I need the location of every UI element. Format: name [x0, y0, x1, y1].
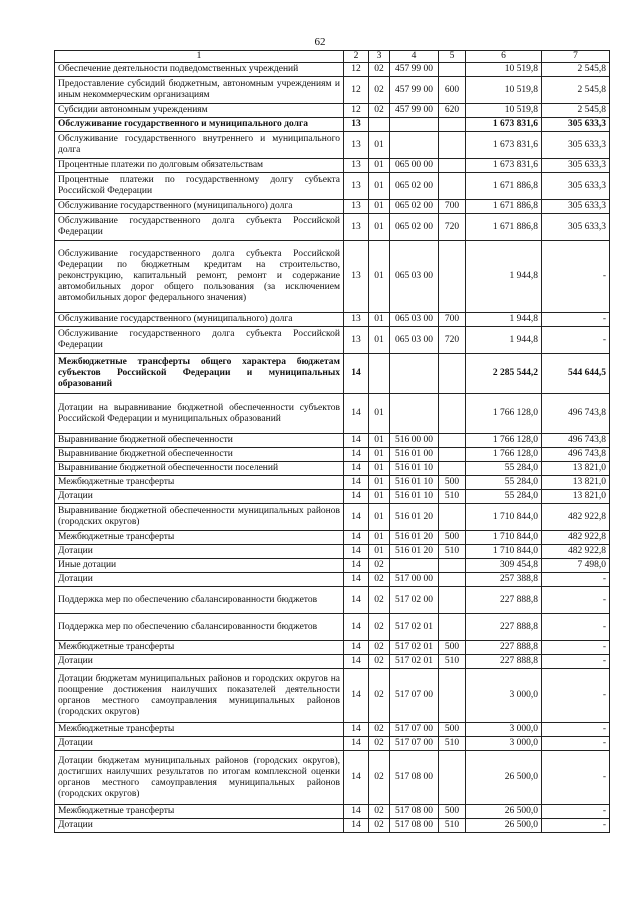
row-amount-col7: - — [542, 313, 610, 327]
row-amount-col7: - — [542, 723, 610, 737]
row-subsection: 02 — [369, 723, 390, 737]
table-row — [55, 819, 610, 833]
row-name: Дотации — [55, 737, 344, 751]
table-row — [55, 173, 610, 200]
row-target-article — [390, 118, 439, 132]
row-amount-col7: 2 545,8 — [542, 63, 610, 77]
row-expense-type — [439, 614, 466, 641]
row-amount-col6: 227 888,8 — [466, 655, 542, 669]
row-subsection: 01 — [369, 173, 390, 200]
table-row — [55, 434, 610, 448]
row-amount-col7: - — [542, 819, 610, 833]
row-name: Дотации бюджетам муниципальных районов (городских округов), достигших наилучших результатов по итогам комплексной оценки органов местного самоуправления муниципальных районов (городских округов) — [55, 751, 344, 805]
row-target-article: 516 01 20 — [390, 531, 439, 545]
table-row — [55, 241, 610, 313]
row-amount-col6: 1 673 831,6 — [466, 132, 542, 159]
row-target-article — [390, 559, 439, 573]
row-expense-type: 720 — [439, 214, 466, 241]
row-name: Обслуживание государственного внутреннего и муниципального долга — [55, 132, 344, 159]
row-amount-col7: - — [542, 587, 610, 614]
row-subsection: 02 — [369, 819, 390, 833]
table-row — [55, 354, 610, 394]
row-target-article: 517 07 00 — [390, 669, 439, 723]
row-target-article: 517 08 00 — [390, 751, 439, 805]
row-target-article: 457 99 00 — [390, 77, 439, 104]
row-subsection: 01 — [369, 327, 390, 354]
row-subsection: 01 — [369, 490, 390, 504]
row-target-article: 517 00 00 — [390, 573, 439, 587]
row-expense-type: 720 — [439, 327, 466, 354]
row-name: Межбюджетные трансферты — [55, 723, 344, 737]
row-target-article: 457 99 00 — [390, 104, 439, 118]
row-section: 13 — [344, 214, 369, 241]
row-amount-col6: 309 454,8 — [466, 559, 542, 573]
row-expense-type — [439, 669, 466, 723]
row-amount-col7: 13 821,0 — [542, 490, 610, 504]
row-expense-type: 510 — [439, 490, 466, 504]
row-section: 14 — [344, 819, 369, 833]
row-name: Межбюджетные трансферты — [55, 805, 344, 819]
row-name: Выравнивание бюджетной обеспеченности — [55, 448, 344, 462]
row-amount-col6: 26 500,0 — [466, 805, 542, 819]
table-row — [55, 462, 610, 476]
row-section: 14 — [344, 559, 369, 573]
row-expense-type: 700 — [439, 313, 466, 327]
header-cell: 3 — [369, 51, 390, 63]
row-amount-col6: 55 284,0 — [466, 490, 542, 504]
row-subsection: 02 — [369, 559, 390, 573]
row-subsection: 01 — [369, 476, 390, 490]
row-subsection: 01 — [369, 214, 390, 241]
table-row — [55, 394, 610, 434]
row-expense-type: 620 — [439, 104, 466, 118]
row-name: Межбюджетные трансферты общего характера бюджетам субъектов Российской Федерации и муниципальных образований — [55, 354, 344, 394]
header-cell: 5 — [439, 51, 466, 63]
row-amount-col7: 496 743,8 — [542, 394, 610, 434]
table-row — [55, 214, 610, 241]
row-amount-col7: 482 922,8 — [542, 545, 610, 559]
row-amount-col7: - — [542, 241, 610, 313]
row-amount-col6: 227 888,8 — [466, 641, 542, 655]
row-expense-type: 500 — [439, 723, 466, 737]
row-amount-col7: - — [542, 655, 610, 669]
header-cell: 7 — [542, 51, 610, 63]
row-target-article: 457 99 00 — [390, 63, 439, 77]
row-subsection: 02 — [369, 63, 390, 77]
table-row — [55, 327, 610, 354]
row-name: Обслуживание государственного (муниципального) долга — [55, 313, 344, 327]
row-subsection: 01 — [369, 434, 390, 448]
row-section: 14 — [344, 434, 369, 448]
row-target-article: 065 00 00 — [390, 159, 439, 173]
row-amount-col7: - — [542, 573, 610, 587]
row-target-article: 517 08 00 — [390, 819, 439, 833]
row-amount-col7: - — [542, 614, 610, 641]
row-expense-type: 600 — [439, 77, 466, 104]
row-amount-col6: 227 888,8 — [466, 614, 542, 641]
row-section: 13 — [344, 118, 369, 132]
table-row — [55, 545, 610, 559]
row-section: 14 — [344, 354, 369, 394]
row-section: 13 — [344, 173, 369, 200]
table-row — [55, 737, 610, 751]
row-subsection: 01 — [369, 159, 390, 173]
row-expense-type — [439, 173, 466, 200]
row-name: Выравнивание бюджетной обеспеченности муниципальных районов (городских округов) — [55, 504, 344, 531]
row-expense-type — [439, 132, 466, 159]
row-section: 12 — [344, 77, 369, 104]
row-target-article: 065 03 00 — [390, 327, 439, 354]
row-name: Процентные платежи по государственному долгу субъекта Российской Федерации — [55, 173, 344, 200]
row-expense-type — [439, 63, 466, 77]
table-row — [55, 805, 610, 819]
row-expense-type — [439, 462, 466, 476]
row-name: Процентные платежи по долговым обязательствам — [55, 159, 344, 173]
row-section: 14 — [344, 805, 369, 819]
row-amount-col7: 305 633,3 — [542, 200, 610, 214]
table-body — [55, 63, 610, 833]
row-amount-col6: 1 710 844,0 — [466, 531, 542, 545]
header-cell: 4 — [390, 51, 439, 63]
row-section: 14 — [344, 737, 369, 751]
row-section: 13 — [344, 132, 369, 159]
row-subsection: 01 — [369, 448, 390, 462]
row-subsection: 01 — [369, 504, 390, 531]
table-row — [55, 614, 610, 641]
table-row — [55, 159, 610, 173]
row-amount-col6: 26 500,0 — [466, 751, 542, 805]
row-amount-col7: 2 545,8 — [542, 77, 610, 104]
header-cell: 2 — [344, 51, 369, 63]
row-amount-col7: - — [542, 641, 610, 655]
table-row — [55, 104, 610, 118]
row-subsection: 02 — [369, 587, 390, 614]
row-section: 14 — [344, 655, 369, 669]
row-section: 13 — [344, 327, 369, 354]
row-section: 13 — [344, 159, 369, 173]
row-amount-col6: 1 766 128,0 — [466, 434, 542, 448]
row-target-article: 517 07 00 — [390, 723, 439, 737]
row-subsection: 01 — [369, 545, 390, 559]
row-section: 14 — [344, 531, 369, 545]
row-subsection: 02 — [369, 104, 390, 118]
row-amount-col6: 1 671 886,8 — [466, 214, 542, 241]
row-amount-col7: 305 633,3 — [542, 173, 610, 200]
row-subsection: 02 — [369, 614, 390, 641]
row-target-article: 065 02 00 — [390, 173, 439, 200]
row-subsection: 02 — [369, 655, 390, 669]
header-cell: 1 — [55, 51, 344, 63]
row-name: Предоставление субсидий бюджетным, автономным учреждениям и иным некоммерческим организациям — [55, 77, 344, 104]
row-expense-type: 500 — [439, 641, 466, 655]
row-amount-col7: - — [542, 327, 610, 354]
row-amount-col6: 1 710 844,0 — [466, 504, 542, 531]
row-section: 14 — [344, 462, 369, 476]
row-expense-type — [439, 751, 466, 805]
row-name: Межбюджетные трансферты — [55, 531, 344, 545]
row-expense-type — [439, 573, 466, 587]
table-row — [55, 669, 610, 723]
row-name: Дотации — [55, 819, 344, 833]
row-section: 13 — [344, 200, 369, 214]
row-amount-col7: 2 545,8 — [542, 104, 610, 118]
row-amount-col7: - — [542, 669, 610, 723]
row-name: Дотации — [55, 545, 344, 559]
row-target-article: 065 02 00 — [390, 200, 439, 214]
row-section: 14 — [344, 573, 369, 587]
table-row — [55, 751, 610, 805]
row-target-article: 517 02 01 — [390, 641, 439, 655]
row-expense-type: 510 — [439, 655, 466, 669]
row-amount-col6: 55 284,0 — [466, 476, 542, 490]
row-amount-col6: 1 766 128,0 — [466, 394, 542, 434]
table-row — [55, 531, 610, 545]
row-amount-col7: - — [542, 751, 610, 805]
row-expense-type: 500 — [439, 476, 466, 490]
table-row — [55, 313, 610, 327]
row-amount-col6: 1 944,8 — [466, 241, 542, 313]
row-target-article: 516 01 10 — [390, 462, 439, 476]
row-amount-col6: 26 500,0 — [466, 819, 542, 833]
row-section: 14 — [344, 490, 369, 504]
row-expense-type — [439, 559, 466, 573]
table-row — [55, 504, 610, 531]
row-subsection — [369, 354, 390, 394]
row-amount-col6: 1 673 831,6 — [466, 118, 542, 132]
row-section: 14 — [344, 394, 369, 434]
row-amount-col6: 3 000,0 — [466, 737, 542, 751]
table-row — [55, 77, 610, 104]
row-name: Обслуживание государственного долга субъекта Российской Федерации — [55, 327, 344, 354]
row-expense-type: 510 — [439, 545, 466, 559]
row-name: Межбюджетные трансферты — [55, 641, 344, 655]
row-name: Обслуживание государственного долга субъекта Российской Федерации по бюджетным кредитам на строительство, реконструкцию, капитальный ремонт, ремонт и содержание автомобильных дорог общего пользования (за исключением автомобильных дорог федерального значения) — [55, 241, 344, 313]
row-section: 12 — [344, 104, 369, 118]
row-target-article — [390, 354, 439, 394]
table-row — [55, 132, 610, 159]
row-target-article: 065 03 00 — [390, 241, 439, 313]
row-name: Поддержка мер по обеспечению сбалансированности бюджетов — [55, 614, 344, 641]
row-subsection: 01 — [369, 313, 390, 327]
row-expense-type: 500 — [439, 531, 466, 545]
row-subsection — [369, 118, 390, 132]
row-section: 14 — [344, 545, 369, 559]
row-amount-col6: 227 888,8 — [466, 587, 542, 614]
row-target-article: 065 02 00 — [390, 214, 439, 241]
row-expense-type: 500 — [439, 805, 466, 819]
row-target-article: 516 00 00 — [390, 434, 439, 448]
row-section: 14 — [344, 587, 369, 614]
row-name: Дотации — [55, 490, 344, 504]
row-amount-col6: 55 284,0 — [466, 462, 542, 476]
table-row — [55, 490, 610, 504]
row-amount-col7: 7 498,0 — [542, 559, 610, 573]
row-subsection: 02 — [369, 737, 390, 751]
table-row — [55, 200, 610, 214]
row-expense-type: 700 — [439, 200, 466, 214]
row-expense-type — [439, 434, 466, 448]
table-row — [55, 641, 610, 655]
row-amount-col6: 10 519,8 — [466, 77, 542, 104]
table-row — [55, 559, 610, 573]
row-expense-type — [439, 448, 466, 462]
row-amount-col7: 305 633,3 — [542, 132, 610, 159]
row-subsection: 02 — [369, 805, 390, 819]
row-name: Обеспечение деятельности подведомственных учреждений — [55, 63, 344, 77]
table-row — [55, 63, 610, 77]
row-target-article: 517 02 01 — [390, 655, 439, 669]
row-expense-type — [439, 241, 466, 313]
row-target-article: 516 01 10 — [390, 476, 439, 490]
row-subsection: 01 — [369, 394, 390, 434]
row-section: 13 — [344, 241, 369, 313]
row-expense-type: 510 — [439, 819, 466, 833]
row-amount-col7: 544 644,5 — [542, 354, 610, 394]
row-section: 14 — [344, 751, 369, 805]
row-subsection: 02 — [369, 641, 390, 655]
table-row — [55, 587, 610, 614]
table-row — [55, 476, 610, 490]
row-target-article: 517 08 00 — [390, 805, 439, 819]
row-target-article: 516 01 10 — [390, 490, 439, 504]
row-target-article — [390, 132, 439, 159]
row-subsection: 01 — [369, 241, 390, 313]
row-amount-col6: 3 000,0 — [466, 669, 542, 723]
row-name: Поддержка мер по обеспечению сбалансированности бюджетов — [55, 587, 344, 614]
row-name: Обслуживание государственного и муниципального долга — [55, 118, 344, 132]
row-amount-col7: 496 743,8 — [542, 434, 610, 448]
row-section: 14 — [344, 723, 369, 737]
row-name: Выравнивание бюджетной обеспеченности поселений — [55, 462, 344, 476]
row-amount-col7: 305 633,3 — [542, 214, 610, 241]
row-expense-type — [439, 118, 466, 132]
row-amount-col6: 3 000,0 — [466, 723, 542, 737]
row-amount-col7: 305 633,3 — [542, 159, 610, 173]
row-target-article — [390, 394, 439, 434]
row-section: 14 — [344, 614, 369, 641]
row-amount-col6: 1 673 831,6 — [466, 159, 542, 173]
row-name: Дотации — [55, 655, 344, 669]
row-amount-col6: 1 944,8 — [466, 327, 542, 354]
row-name: Субсидии автономным учреждениям — [55, 104, 344, 118]
row-expense-type — [439, 587, 466, 614]
row-section: 14 — [344, 641, 369, 655]
table-row — [55, 655, 610, 669]
row-subsection: 02 — [369, 669, 390, 723]
header-cell: 6 — [466, 51, 542, 63]
row-section: 13 — [344, 313, 369, 327]
row-name: Обслуживание государственного (муниципального) долга — [55, 200, 344, 214]
row-amount-col7: 496 743,8 — [542, 448, 610, 462]
page-number: 62 — [314, 36, 326, 48]
table-row — [55, 573, 610, 587]
row-amount-col7: - — [542, 805, 610, 819]
row-subsection: 01 — [369, 132, 390, 159]
row-amount-col7: 482 922,8 — [542, 504, 610, 531]
row-section: 14 — [344, 476, 369, 490]
row-section: 12 — [344, 63, 369, 77]
budget-table — [54, 50, 610, 833]
row-section: 14 — [344, 504, 369, 531]
row-target-article: 516 01 20 — [390, 504, 439, 531]
row-name: Дотации на выравнивание бюджетной обеспеченности субъектов Российской Федерации и муниципальных образований — [55, 394, 344, 434]
row-amount-col6: 1 671 886,8 — [466, 200, 542, 214]
row-amount-col6: 1 710 844,0 — [466, 545, 542, 559]
row-section: 14 — [344, 448, 369, 462]
row-target-article: 065 03 00 — [390, 313, 439, 327]
row-amount-col6: 1 944,8 — [466, 313, 542, 327]
row-target-article: 516 01 20 — [390, 545, 439, 559]
row-amount-col6: 2 285 544,2 — [466, 354, 542, 394]
table-header-row — [55, 51, 610, 63]
row-expense-type — [439, 394, 466, 434]
row-amount-col7: - — [542, 737, 610, 751]
table-row — [55, 723, 610, 737]
row-target-article: 517 07 00 — [390, 737, 439, 751]
table-row — [55, 118, 610, 132]
row-amount-col7: 305 633,3 — [542, 118, 610, 132]
row-subsection: 01 — [369, 462, 390, 476]
row-expense-type: 510 — [439, 737, 466, 751]
row-subsection: 02 — [369, 77, 390, 104]
row-amount-col7: 13 821,0 — [542, 462, 610, 476]
row-expense-type — [439, 159, 466, 173]
row-expense-type — [439, 354, 466, 394]
row-subsection: 02 — [369, 751, 390, 805]
row-name: Дотации бюджетам муниципальных районов и городских округов на поощрение достижения наилучших показателей деятельности органов местного самоуправления муниципальных районов (городских округов) — [55, 669, 344, 723]
row-amount-col6: 1 766 128,0 — [466, 448, 542, 462]
row-name: Выравнивание бюджетной обеспеченности — [55, 434, 344, 448]
row-amount-col6: 10 519,8 — [466, 63, 542, 77]
row-subsection: 02 — [369, 573, 390, 587]
row-amount-col6: 1 671 886,8 — [466, 173, 542, 200]
row-expense-type — [439, 504, 466, 531]
row-subsection: 01 — [369, 531, 390, 545]
row-amount-col7: 482 922,8 — [542, 531, 610, 545]
row-target-article: 517 02 01 — [390, 614, 439, 641]
row-name: Межбюджетные трансферты — [55, 476, 344, 490]
row-section: 14 — [344, 669, 369, 723]
row-amount-col6: 10 519,8 — [466, 104, 542, 118]
table-row — [55, 448, 610, 462]
row-name: Обслуживание государственного долга субъекта Российской Федерации — [55, 214, 344, 241]
row-subsection: 01 — [369, 200, 390, 214]
row-name: Дотации — [55, 573, 344, 587]
row-name: Иные дотации — [55, 559, 344, 573]
row-target-article: 516 01 00 — [390, 448, 439, 462]
row-amount-col7: 13 821,0 — [542, 476, 610, 490]
row-target-article: 517 02 00 — [390, 587, 439, 614]
row-amount-col6: 257 388,8 — [466, 573, 542, 587]
